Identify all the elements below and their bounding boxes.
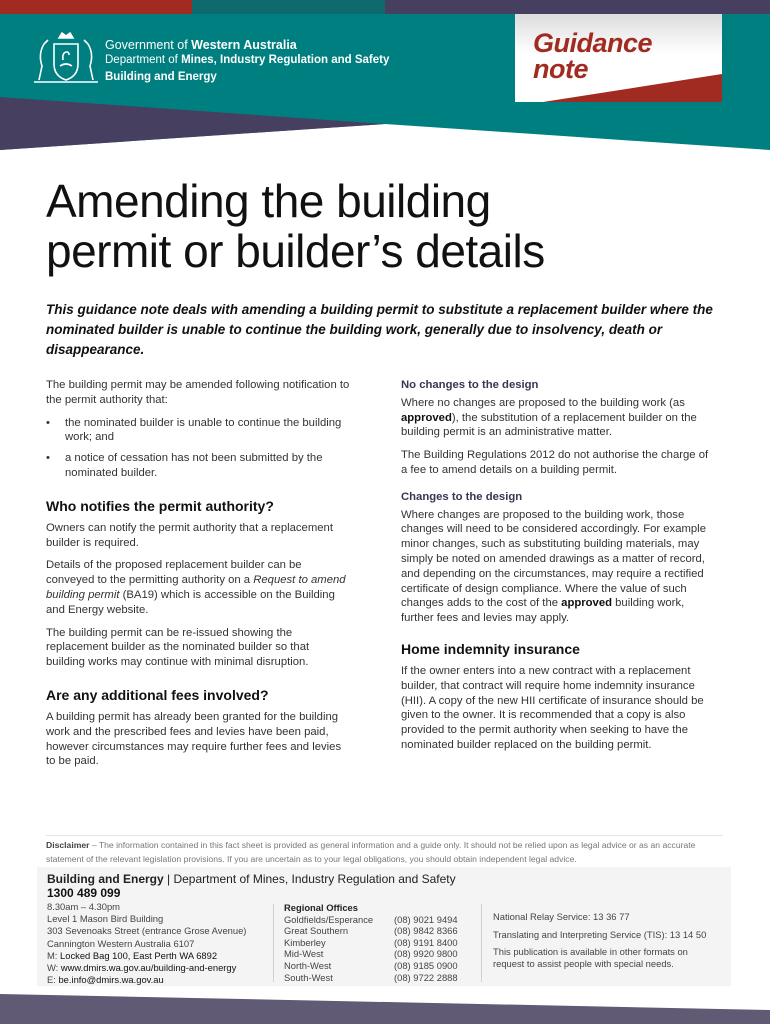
heading-additional-fees: Are any additional fees involved? <box>46 686 269 703</box>
form-name: Request to amend building permit <box>46 574 346 601</box>
paragraph <box>46 558 351 617</box>
list-item <box>46 451 351 481</box>
footer-org: Building and Energy <box>47 872 164 886</box>
office-name: South-West <box>284 971 333 983</box>
text: ), the substitution of a replacement builder on the building permit is an administrative matter. <box>401 411 697 439</box>
guidance-note-badge <box>515 14 722 102</box>
footer-phone: 1300 489 099 <box>47 886 121 900</box>
title-line1: Amending the building <box>46 175 491 227</box>
bullet-text: a notice of cessation has not been submitted by the nominated builder. <box>65 452 323 479</box>
bold-text: approved <box>401 411 452 424</box>
contact-footer <box>37 867 731 986</box>
office-hours: 8.30am – 4.30pm <box>47 901 120 912</box>
paragraph <box>401 396 716 440</box>
paragraph: The Building Regulations 2012 do not authorise the charge of a fee to amend details on a building permit. <box>401 449 709 476</box>
website-link[interactable]: www.dmirs.wa.gov.au/building-and-energy <box>60 962 237 974</box>
label: E: <box>47 974 59 986</box>
badge-line1: Guidance <box>533 28 653 58</box>
address-line: 303 Sevenoaks Street (entrance Grose Avenue) <box>47 925 247 937</box>
divider <box>273 904 274 982</box>
office-phone: (08) 9021 9494 <box>394 913 458 925</box>
table-row <box>284 948 458 960</box>
text: building work, further fees and levies may apply. <box>401 597 685 625</box>
lede-paragraph: This guidance note deals with amending a building permit to substitute a replacement builder where the nominated builder is unable to continue the building work, generally due to insolvency, death or disappearance. <box>46 302 713 357</box>
footer-band <box>0 985 770 1024</box>
office-name: Mid-West <box>284 948 324 960</box>
paragraph <box>401 508 716 626</box>
disclaimer-text: – The information contained in this fact sheet is provided as general information and a guide only. It should not be relied upon as legal advice or as an accurate statement of the relevant legislation provisions. If you are uncertain as to your legal obligations, you should obtain independent legal advice. <box>46 840 696 864</box>
page-title <box>46 176 545 276</box>
table-row <box>284 914 458 926</box>
bullet-icon: • <box>46 416 50 429</box>
text: Details of the proposed replacement builder can be conveyed to the permitting authority on a <box>46 559 302 587</box>
dept-prefix: Department of <box>105 54 178 66</box>
paragraph: The building permit can be re-issued showing the replacement builder as the nominated builder so that building works may continue with minimal disruption. <box>46 626 310 669</box>
left-column <box>46 378 351 777</box>
government-branding <box>105 38 389 85</box>
label: M: <box>47 949 61 961</box>
title-line2: permit or builder’s details <box>46 225 545 277</box>
conditions-list <box>46 416 351 481</box>
table-row <box>284 937 458 949</box>
office-phone: (08) 9920 9800 <box>394 948 458 960</box>
intro-paragraph: The building permit may be amended following notification to the permit authority that: <box>46 379 350 406</box>
badge-line2: note <box>533 54 588 84</box>
other-services <box>493 911 708 975</box>
heading-home-indemnity: Home indemnity insurance <box>401 640 580 657</box>
accessibility-note: This publication is available in other formats on request to assist people with special needs. <box>493 946 688 969</box>
office-name: Kimberley <box>284 936 326 948</box>
gov-line: Government of <box>105 38 188 52</box>
website <box>47 962 246 974</box>
divider <box>481 904 482 982</box>
divider <box>46 835 723 836</box>
footer-heading <box>47 872 456 886</box>
badge-red-wedge <box>515 72 722 102</box>
text: Where no changes are proposed to the building work (as <box>401 396 685 409</box>
label: W: <box>47 962 61 974</box>
bullet-text: the nominated builder is unable to continue the building work; and <box>65 416 342 444</box>
text: (BA19) which is accessible on the Building and Energy website. <box>46 588 335 616</box>
office-name: Goldfields/Esperance <box>284 913 374 925</box>
relay-service: National Relay Service: 13 36 77 <box>493 911 630 922</box>
dept-name: Mines, Industry Regulation and Safety <box>181 54 390 66</box>
office-phone: (08) 9722 2888 <box>394 971 458 983</box>
office-phone: (08) 9185 0900 <box>394 959 458 971</box>
office-phone: (08) 9191 8400 <box>394 936 458 948</box>
footer-address <box>47 901 246 986</box>
email-link[interactable]: be.info@dmirs.wa.gov.au <box>58 974 164 986</box>
separator: | <box>163 872 174 886</box>
division-name: Building and Energy <box>105 71 217 83</box>
table-row <box>284 960 458 972</box>
footer-dept: Department of Mines, Industry Regulation and Safety <box>173 872 456 886</box>
bold-text: approved <box>561 597 613 610</box>
address-line: Cannington Western Australia 6107 <box>47 937 195 949</box>
mail-address <box>47 950 246 962</box>
text: Where changes are proposed to the building work, those changes will need to be considered accordingly. For example minor changes, such as substituting building materials, may simply be noted on amended drawings as a matter of record, and depending on the circumstances, may require a rectified certificate of design compliance. Where the value of such changes adds to the cost of the <box>401 508 706 610</box>
heading-changes: Changes to the design <box>401 490 523 503</box>
bullet-icon: • <box>46 452 50 465</box>
right-column <box>401 378 716 761</box>
office-phone: (08) 9842 8366 <box>394 925 458 937</box>
disclaimer-label: Disclaimer <box>46 840 90 850</box>
table-row <box>284 925 458 937</box>
wa-coat-of-arms-icon <box>30 30 102 84</box>
regional-offices <box>284 902 458 983</box>
value: Locked Bag 100, East Perth WA 6892 <box>60 949 218 961</box>
disclaimer <box>46 838 726 866</box>
office-name: North-West <box>284 959 332 971</box>
heading-no-changes: No changes to the design <box>401 379 539 391</box>
office-name: Great Southern <box>284 925 349 937</box>
paragraph: If the owner enters into a new contract with a replacement builder, that contract will require home indemnity insurance (HII). A copy of the new HII certificate of insurance should be given to the owner. It is recommended that a copy is also provided to the permit authority when seeking to have the nominated builder replaced on the building permit. <box>401 664 704 751</box>
table-row <box>284 972 458 984</box>
regional-heading: Regional Offices <box>284 902 358 913</box>
gov-state: Western Australia <box>191 38 297 52</box>
paragraph: Owners can notify the permit authority that a replacement builder is required. <box>46 521 333 549</box>
list-item <box>46 416 351 446</box>
address-line: Level 1 Mason Bird Building <box>47 913 164 925</box>
heading-who-notifies: Who notifies the permit authority? <box>46 497 274 514</box>
tis-service: Translating and Interpreting Service (TIS): 13 14 50 <box>493 928 707 940</box>
paragraph: A building permit has already been granted for the building work and the prescribed fees and levies have been paid, however circumstances may require further fees and levies to be paid. <box>46 710 342 768</box>
